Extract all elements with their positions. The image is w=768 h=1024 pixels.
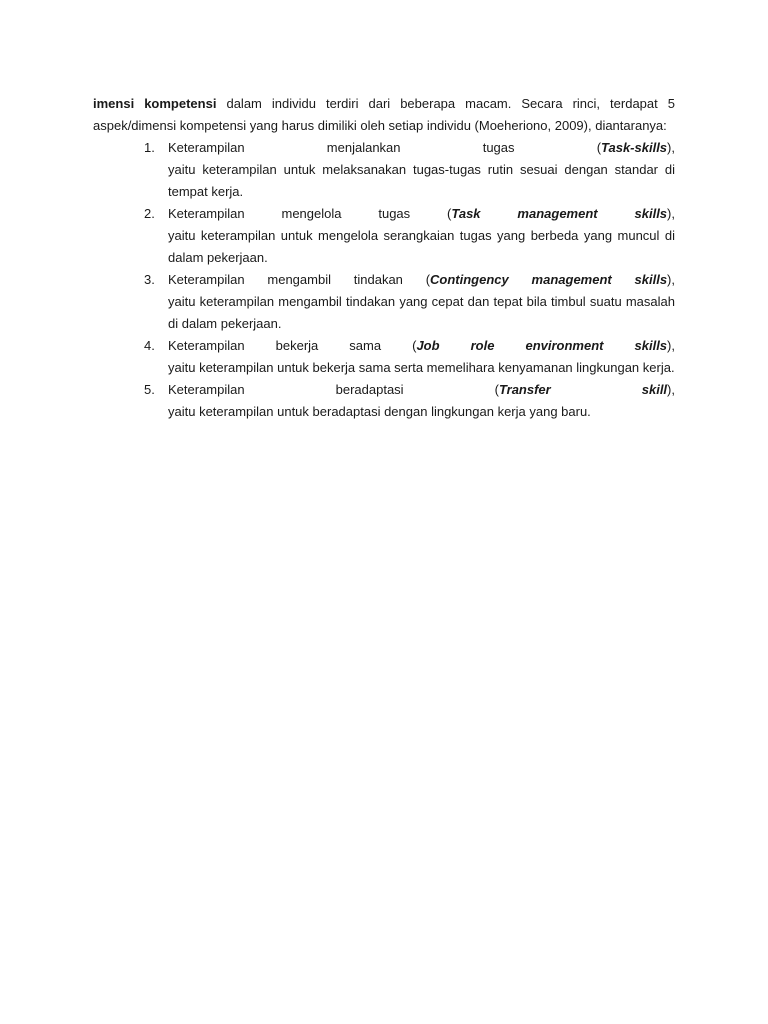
list-number: 4. [144, 338, 155, 353]
competency-list [93, 137, 675, 423]
intro-bold-lead: imensi kompetensi [93, 96, 217, 111]
list-item-description: yaitu keterampilan untuk mengelola serangkaian tugas yang berbeda yang muncul di dalam pekerjaan. [168, 228, 675, 265]
list-number: 5. [144, 382, 155, 397]
list-item-heading: Keterampilan mengambil tindakan (Contingency management skills), [168, 272, 675, 287]
list-item-heading: Keterampilan menjalankan tugas (Task-skills), [168, 140, 675, 155]
list-number: 2. [144, 206, 155, 221]
intro-text: dalam individu terdiri dari beberapa macam. Secara rinci, terdapat 5 aspek/dimensi kompetensi yang harus dimiliki oleh setiap individu (Moeheriono, 2009), diantaranya: [93, 96, 675, 133]
list-number: 3. [144, 272, 155, 287]
list-number: 1. [144, 140, 155, 155]
list-item-description: yaitu keterampilan mengambil tindakan yang cepat dan tepat bila timbul suatu masalah di dalam pekerjaan. [168, 294, 675, 331]
list-item-heading: Keterampilan mengelola tugas (Task management skills), [168, 206, 675, 221]
list-item-description: yaitu keterampilan untuk beradaptasi dengan lingkungan kerja yang baru. [168, 404, 591, 419]
list-item-description: yaitu keterampilan untuk melaksanakan tugas-tugas rutin sesuai dengan standar di tempat kerja. [168, 162, 675, 199]
intro-paragraph [93, 93, 675, 137]
list-item [144, 335, 675, 379]
list-item-description: yaitu keterampilan untuk bekerja sama serta memelihara kenyamanan lingkungan kerja. [168, 360, 675, 375]
list-item-heading: Keterampilan bekerja sama (Job role environment skills), [168, 338, 675, 353]
list-item-heading: Keterampilan beradaptasi (Transfer skill), [168, 382, 675, 397]
document-page [93, 93, 675, 423]
list-item [144, 379, 675, 423]
list-item [144, 203, 675, 269]
list-item [144, 137, 675, 203]
list-item [144, 269, 675, 335]
